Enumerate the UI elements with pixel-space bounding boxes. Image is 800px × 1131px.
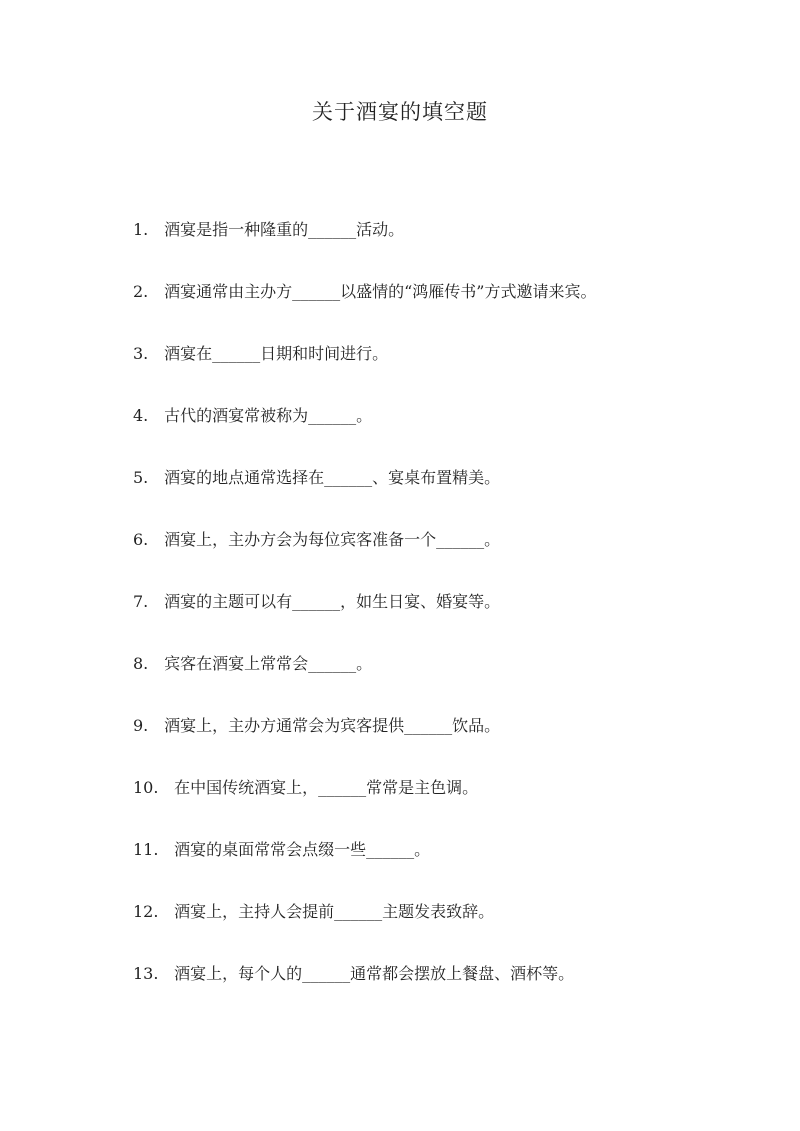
question-text: 酒宴在______日期和时间进行。	[164, 344, 389, 363]
question-text: 酒宴的桌面常常会点缀一些______。	[174, 840, 431, 859]
question-number: 2.	[133, 282, 149, 301]
question-number: 3.	[133, 344, 149, 363]
question-text: 酒宴上，主持人会提前______主题发表致辞。	[174, 902, 495, 921]
question-item	[133, 334, 773, 396]
question-number: 5.	[133, 468, 149, 487]
question-item	[133, 520, 773, 582]
question-item	[133, 458, 773, 520]
question-text: 酒宴是指一种隆重的______活动。	[164, 220, 405, 239]
question-text: 酒宴通常由主办方______以盛情的“鸿雁传书”方式邀请来宾。	[164, 282, 597, 301]
question-number: 13.	[133, 964, 159, 983]
question-item	[133, 830, 773, 892]
question-list	[133, 210, 773, 1016]
question-number: 7.	[133, 592, 149, 611]
question-item	[133, 210, 773, 272]
question-text: 在中国传统酒宴上，______常常是主色调。	[174, 778, 479, 797]
page-title: 关于酒宴的填空题	[312, 100, 488, 124]
question-number: 10.	[133, 778, 159, 797]
question-text: 酒宴上，主办方会为每位宾客准备一个______。	[164, 530, 501, 549]
question-text: 酒宴的主题可以有______，如生日宴、婚宴等。	[164, 592, 501, 611]
question-text: 宾客在酒宴上常常会______。	[164, 654, 373, 673]
question-item	[133, 396, 773, 458]
question-item	[133, 272, 773, 334]
question-number: 11.	[133, 840, 159, 859]
question-number: 1.	[133, 220, 149, 239]
question-number: 12.	[133, 902, 159, 921]
question-number: 9.	[133, 716, 149, 735]
question-item	[133, 706, 773, 768]
question-item	[133, 644, 773, 706]
question-number: 4.	[133, 406, 149, 425]
question-item	[133, 582, 773, 644]
question-text: 酒宴上，主办方通常会为宾客提供______饮品。	[164, 716, 501, 735]
question-text: 古代的酒宴常被称为______。	[164, 406, 373, 425]
question-number: 8.	[133, 654, 149, 673]
question-item	[133, 768, 773, 830]
question-item	[133, 892, 773, 954]
question-number: 6.	[133, 530, 149, 549]
question-text: 酒宴上，每个人的______通常都会摆放上餐盘、酒杯等。	[174, 964, 575, 983]
question-item	[133, 954, 773, 1016]
question-text: 酒宴的地点通常选择在______、宴桌布置精美。	[164, 468, 501, 487]
